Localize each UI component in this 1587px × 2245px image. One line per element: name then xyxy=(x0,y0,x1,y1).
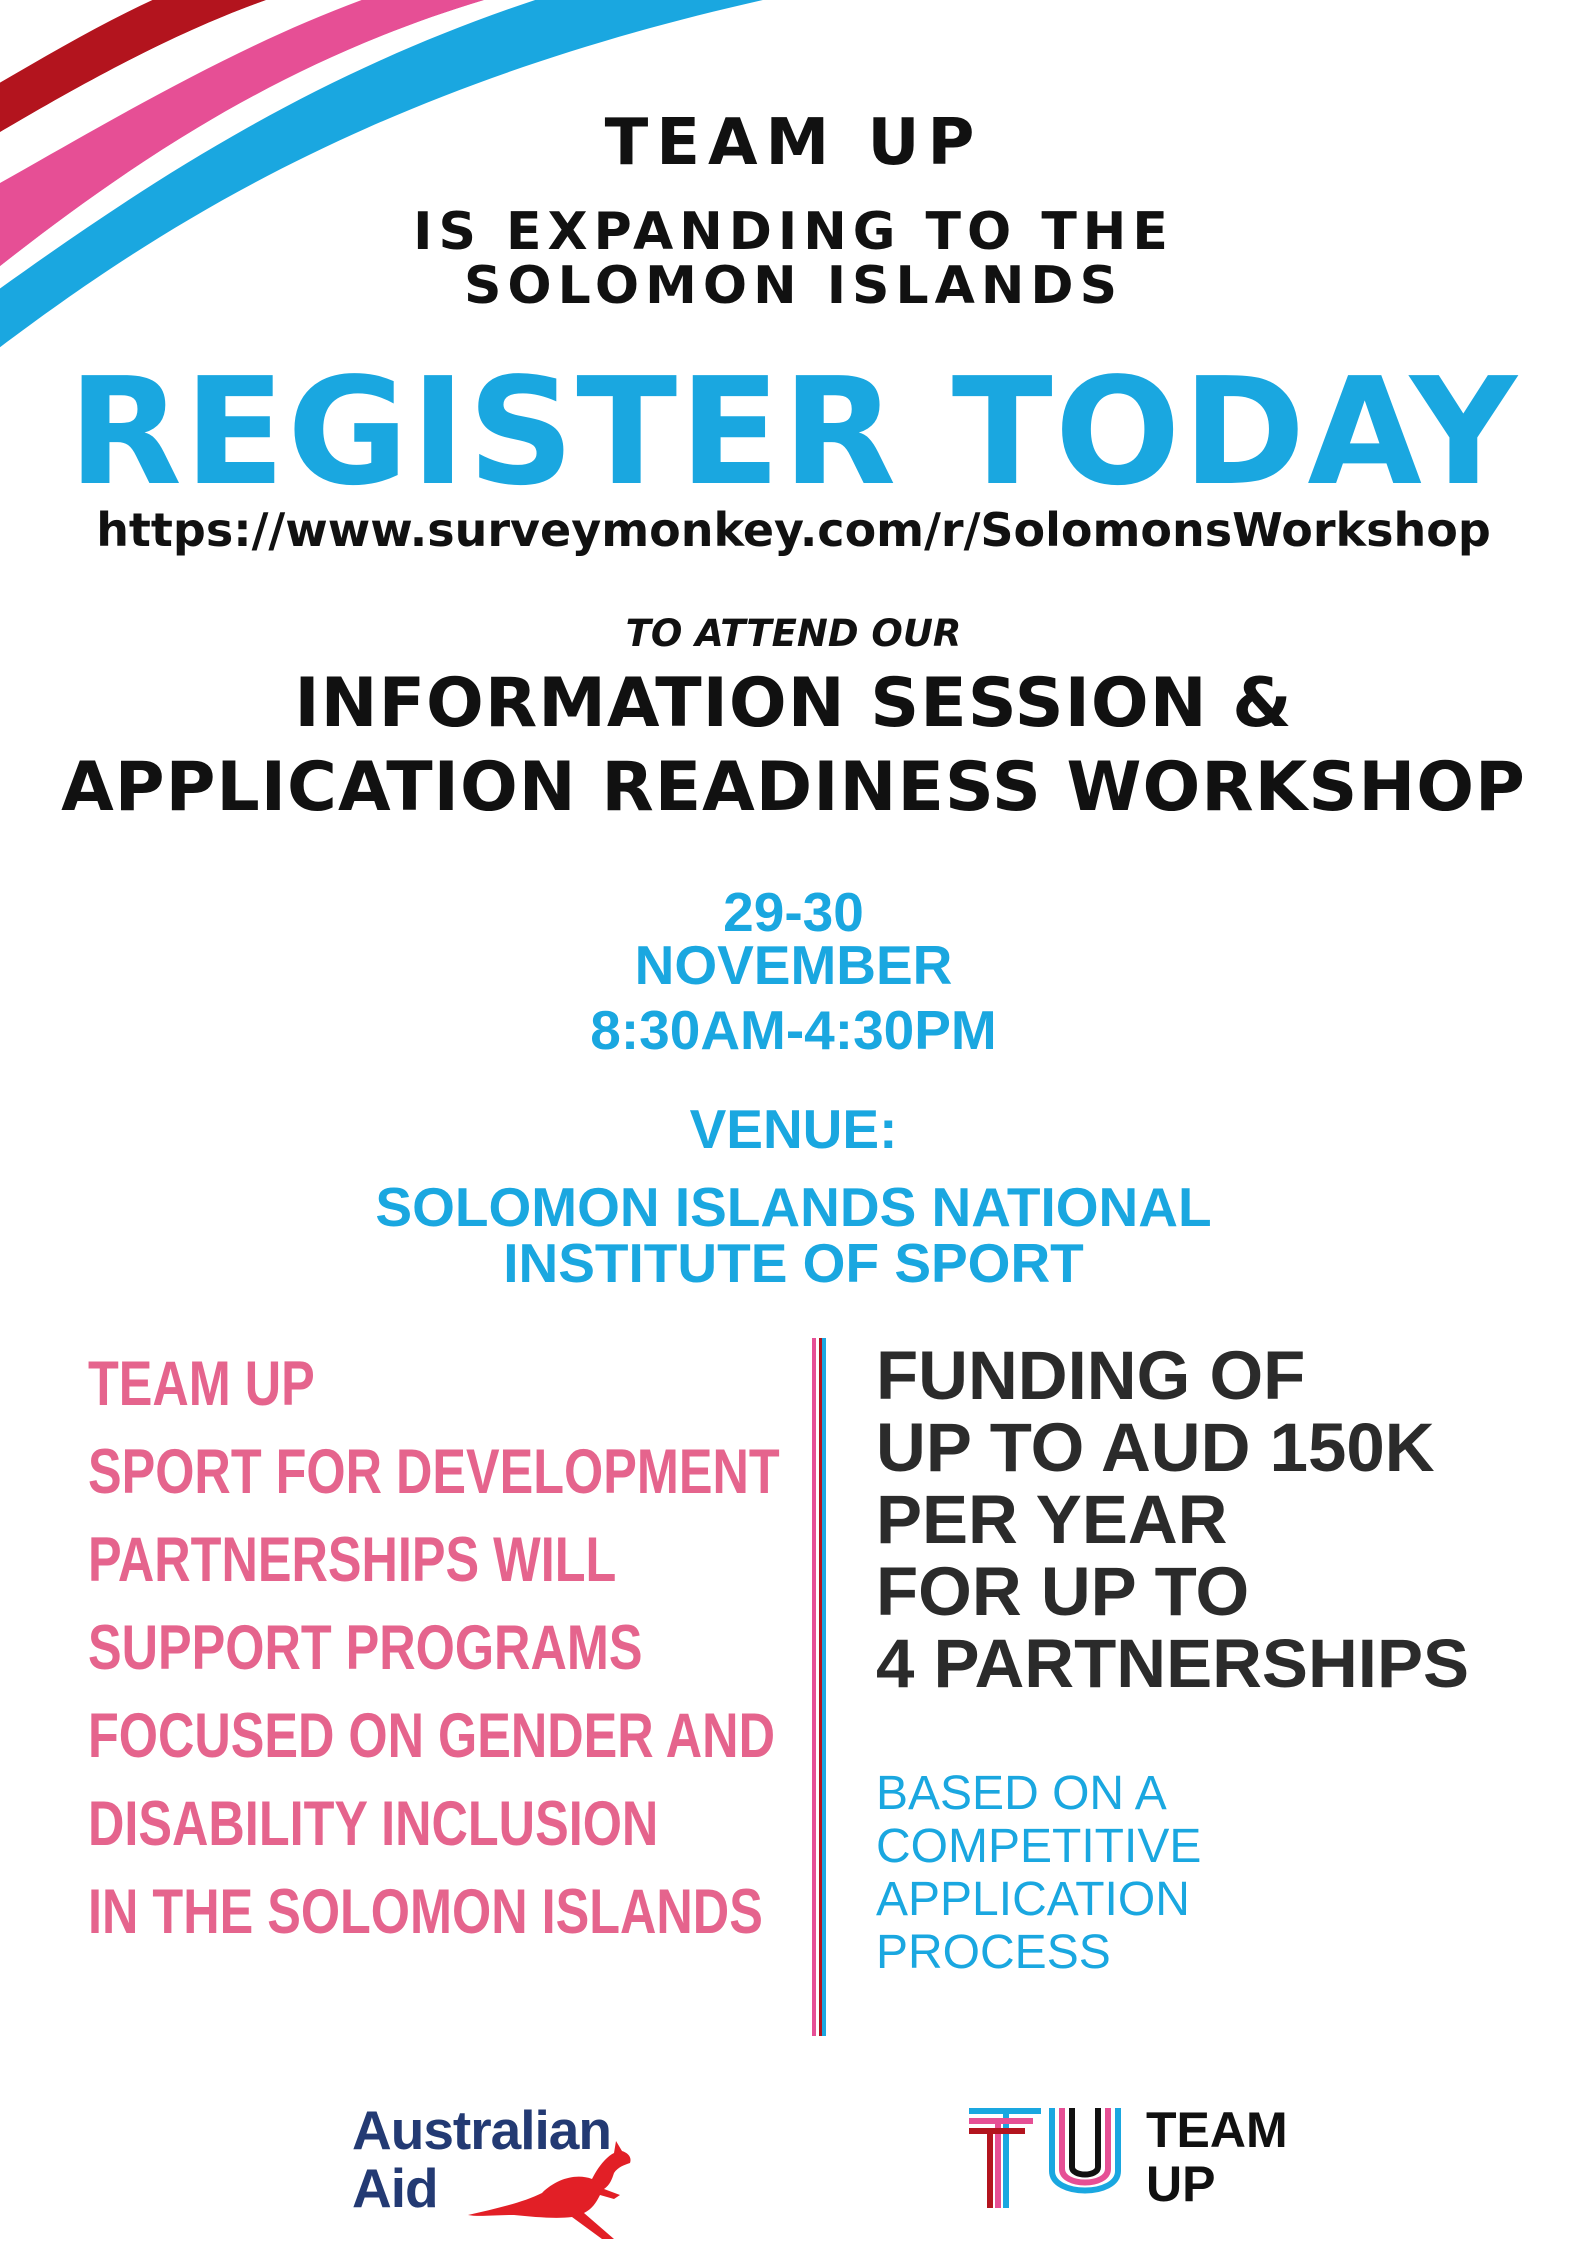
note-line: APPLICATION xyxy=(876,1873,1190,1926)
program-line: TEAM UP xyxy=(88,1349,315,1419)
event-month: NOVEMBER xyxy=(634,934,953,996)
funding-line: PER YEAR xyxy=(876,1481,1228,1558)
team-up-logo-word-1: TEAM xyxy=(1146,2102,1288,2158)
funding-details xyxy=(876,1337,1470,1702)
attend-intro: TO ATTEND OUR xyxy=(625,612,962,655)
venue-line-1: SOLOMON ISLANDS NATIONAL xyxy=(375,1176,1212,1238)
program-line: SUPPORT PROGRAMS xyxy=(88,1613,643,1683)
team-up-logo-word-2: UP xyxy=(1146,2156,1216,2212)
funding-line: UP TO AUD 150K xyxy=(876,1409,1435,1486)
registration-link[interactable]: https://www.surveymonkey.com/r/SolomonsWorkshop xyxy=(96,503,1491,557)
program-line: DISABILITY INCLUSION xyxy=(88,1789,659,1859)
event-name-line-1: INFORMATION SESSION & xyxy=(294,664,1293,743)
venue-line-2: INSTITUTE OF SPORT xyxy=(503,1232,1084,1294)
program-description xyxy=(88,1340,780,1956)
aid-logo-word-2: Aid xyxy=(352,2157,438,2219)
register-heading: REGISTER TODAY xyxy=(68,346,1519,518)
event-name-line-2: APPLICATION READINESS WORKSHOP xyxy=(61,748,1526,827)
column-divider xyxy=(812,1338,826,2036)
tu-monogram-icon xyxy=(968,2101,1128,2211)
event-dates: 29-30 xyxy=(723,881,864,943)
note-line: BASED ON A xyxy=(876,1767,1167,1820)
subtitle-line-1: IS EXPANDING TO THE xyxy=(413,202,1174,262)
funding-line: 4 PARTNERSHIPS xyxy=(876,1625,1470,1702)
funding-line: FUNDING OF xyxy=(876,1337,1306,1414)
program-line: FOCUSED ON GENDER AND xyxy=(88,1701,775,1771)
subtitle-line-2: SOLOMON ISLANDS xyxy=(463,256,1124,316)
program-line: IN THE SOLOMON ISLANDS xyxy=(88,1877,763,1947)
funding-line: FOR UP TO xyxy=(876,1553,1250,1630)
note-line: PROCESS xyxy=(876,1926,1111,1979)
page-title: TEAM UP xyxy=(604,106,983,180)
event-time: 8:30AM-4:30PM xyxy=(590,999,997,1061)
application-note xyxy=(876,1767,1201,1979)
team-up-logo xyxy=(968,2097,1328,2227)
australian-aid-logo xyxy=(352,2095,672,2245)
program-line: SPORT FOR DEVELOPMENT xyxy=(88,1437,780,1507)
aid-logo-word-1: Australian xyxy=(352,2099,611,2161)
program-line: PARTNERSHIPS WILL xyxy=(88,1525,617,1595)
venue-label: VENUE: xyxy=(689,1098,898,1160)
note-line: COMPETITIVE xyxy=(876,1820,1202,1873)
kangaroo-icon xyxy=(464,2123,644,2243)
